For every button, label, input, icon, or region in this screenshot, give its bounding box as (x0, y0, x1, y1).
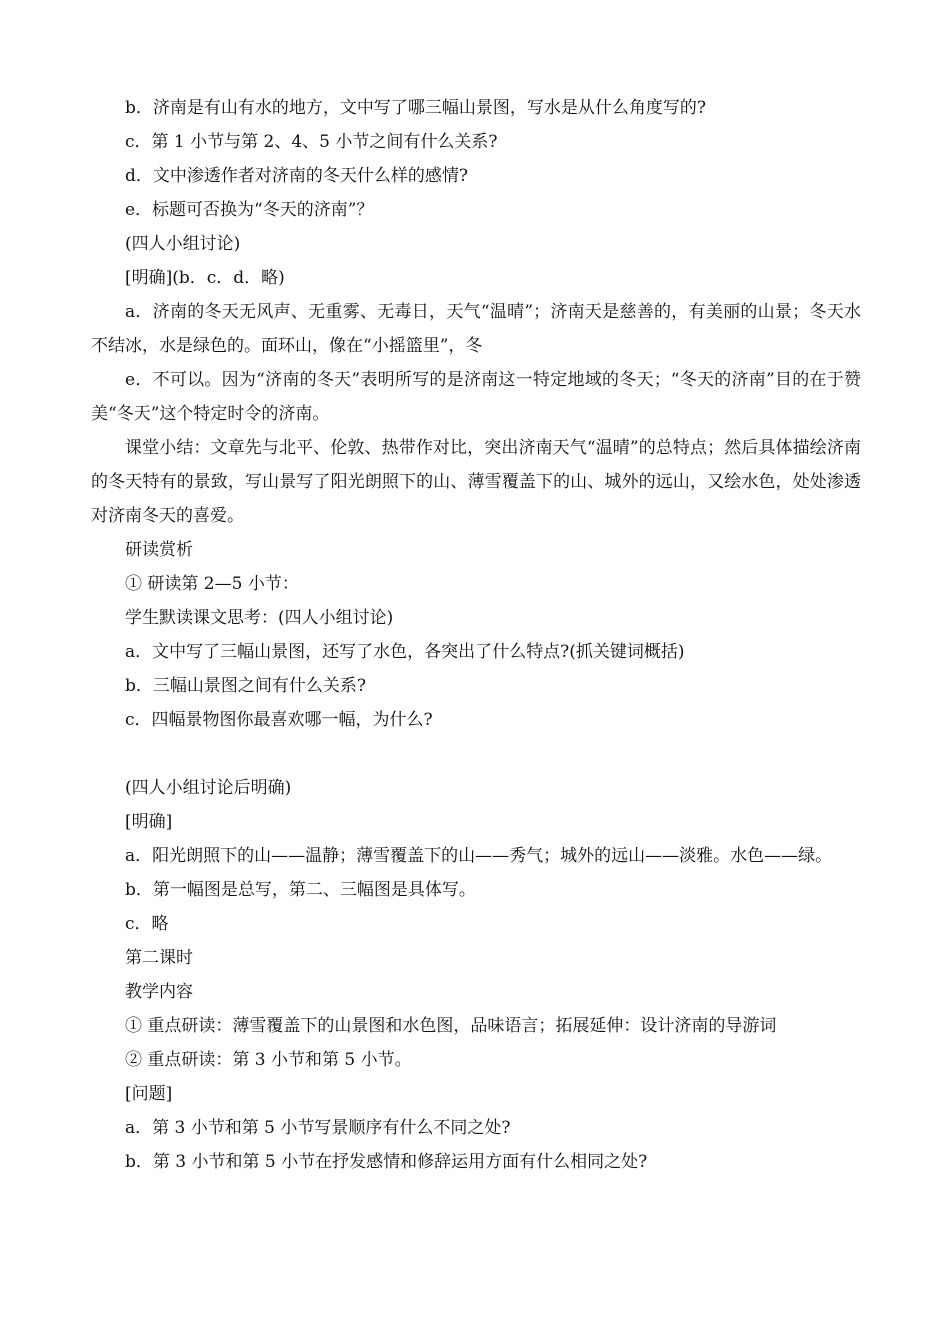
paragraph-question-d: d．文中渗透作者对济南的冬天什么样的感情? (125, 166, 468, 186)
paragraph-study-answer-c: c．略 (125, 914, 169, 934)
paragraph-study-question-a: a．文中写了三幅山景图，还写了水色，各突出了什么特点?(抓关键词概括) (125, 642, 685, 662)
section-heading-teaching-content: 教学内容 (125, 982, 193, 1002)
paragraph-study-answer-b: b．第一幅图是总写，第二、三幅图是具体写。 (125, 880, 476, 900)
section-heading-second-lesson: 第二课时 (125, 948, 193, 968)
blank-line (91, 737, 861, 771)
paragraph-class-summary: 课堂小结：文章先与北平、伦敦、热带作对比，突出济南天气“温晴”的总特点；然后具体描绘济南的冬天特有的景致，写山景写了阳光朗照下的山、薄雪覆盖下的山、城外的远山，又绘水色，处处渗透对济南冬天的喜爱。 (91, 438, 861, 526)
paragraph-answer-a: a．济南的冬天无风声、无重雾、无毒日，天气“温晴”；济南天是慈善的，有美丽的山景；冬天水不结冰，水是绿色的。面环山，像在“小摇篮里”，冬 (91, 302, 861, 356)
paragraph-answer-e: e．不可以。因为“济南的冬天”表明所写的是济南这一特定地域的冬天；“冬天的济南”目的在于赞美“冬天”这个特定时令的济南。 (91, 370, 861, 424)
paragraph-student-reading: 学生默读课文思考：(四人小组讨论) (125, 608, 394, 628)
paragraph-question-b: b．济南是有山有水的地方，文中写了哪三幅山景图，写水是从什么角度写的? (125, 98, 706, 118)
paragraph-study-question-b: b．三幅山景图之间有什么关系? (125, 676, 366, 696)
paragraph-focus-1: ① 重点研读：薄雪覆盖下的山景图和水色图，品味语言；拓展延伸：设计济南的导游词 (125, 1016, 777, 1036)
paragraph-problem-b: b．第 3 小节和第 5 小节在抒发感情和修辞运用方面有什么相同之处? (125, 1152, 648, 1172)
paragraph-study-question-c: c．四幅景物图你最喜欢哪一幅，为什么? (125, 710, 433, 730)
paragraph-clarify-2: [明确] (125, 812, 173, 832)
paragraph-group-discussion: (四人小组讨论) (125, 234, 241, 254)
paragraph-problem-heading: [问题] (125, 1084, 173, 1104)
paragraph-question-c: c．第 1 小节与第 2、4、5 小节之间有什么关系? (125, 132, 498, 152)
paragraph-clarify: [明确](b．c．d．略) (125, 268, 285, 288)
paragraph-question-e: e．标题可否换为“冬天的济南”？ (125, 200, 374, 220)
paragraph-study-step-1: ① 研读第 2—5 小节： (125, 574, 299, 594)
paragraph-focus-2: ② 重点研读：第 3 小节和第 5 小节。 (125, 1050, 412, 1070)
paragraph-problem-a: a．第 3 小节和第 5 小节写景顺序有什么不同之处? (125, 1118, 511, 1138)
paragraph-after-discussion: (四人小组讨论后明确) (125, 778, 292, 798)
document-body (91, 91, 861, 1179)
section-heading-study: 研读赏析 (125, 540, 193, 560)
paragraph-study-answer-a: a．阳光朗照下的山——温静；薄雪覆盖下的山——秀气；城外的远山——淡雅。水色——绿。 (125, 846, 833, 866)
